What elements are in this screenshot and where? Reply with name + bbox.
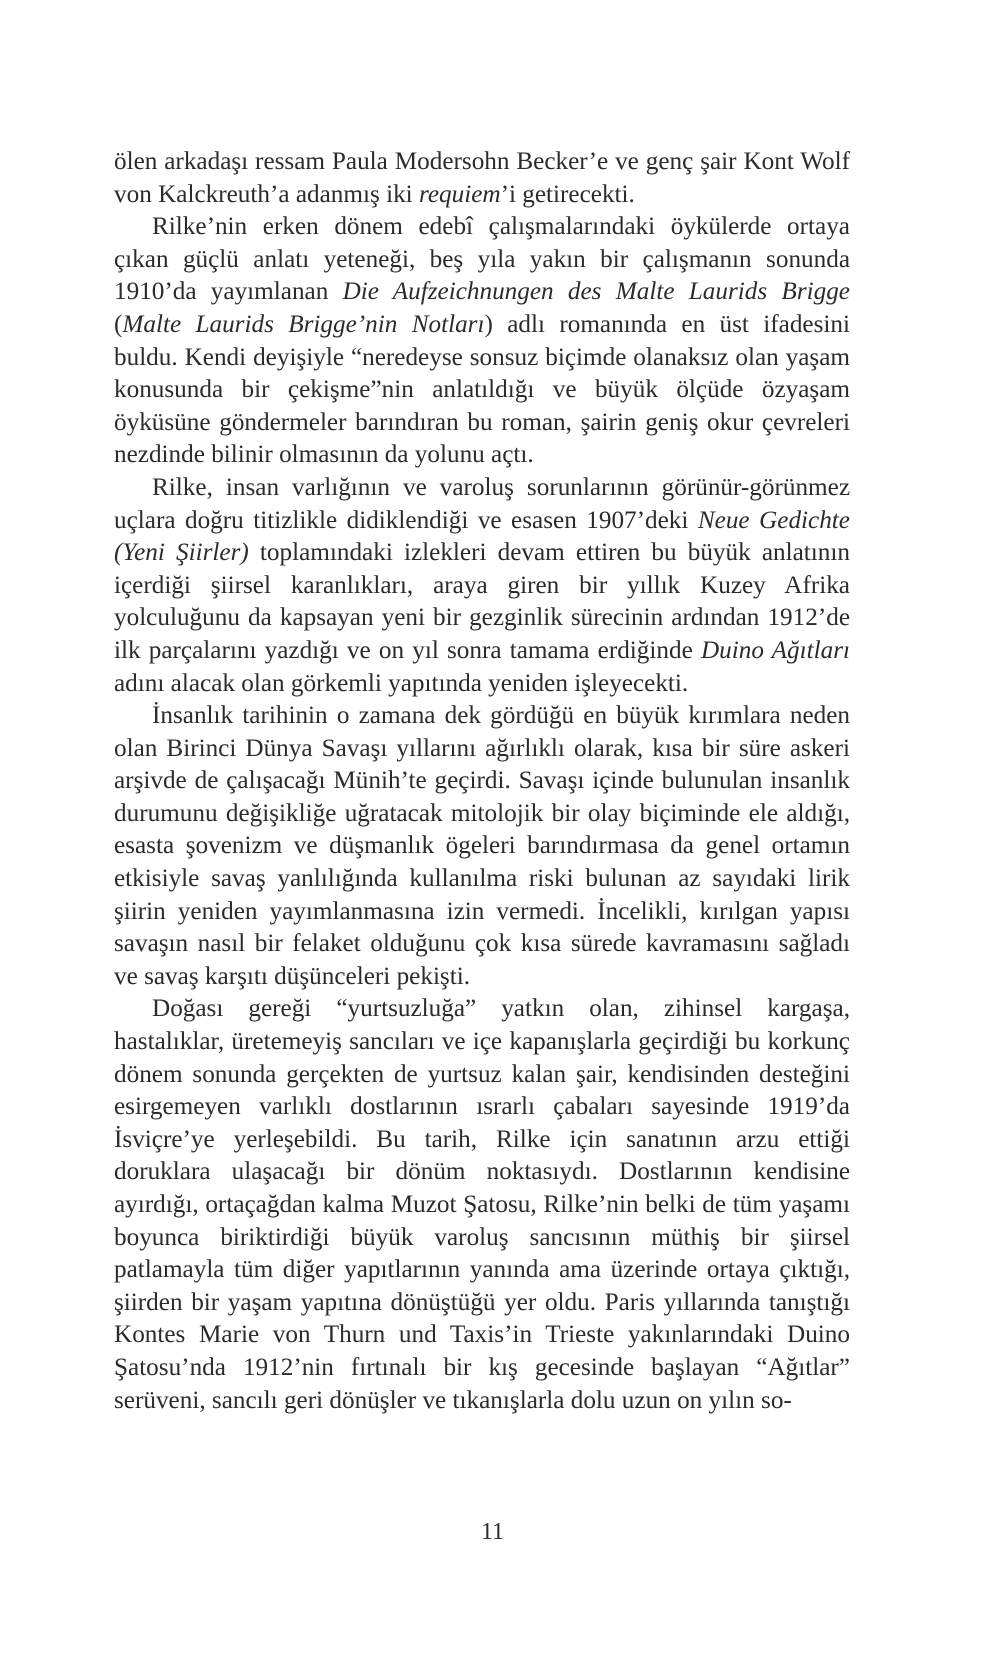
paragraph-2-text-2: ( <box>114 310 123 338</box>
paragraph-3-text-3: adını alacak olan görkemli yapıtında yeniden işleyecekti. <box>114 669 689 697</box>
page-number: 11 <box>480 1519 505 1545</box>
paragraph-3-text-1: Rilke, insan varlığının ve varoluş sorunlarının görünür-görünmez uçlara doğru titizlikle didiklendiği ve esasen 1907’deki <box>114 473 850 534</box>
paragraph-2 <box>114 211 850 472</box>
paragraph-2-text-3: ) adlı romanında en üst ifadesini buldu. Kendi deyişiyle “neredeyse sonsuz biçimde olanaksız olan yaşam konusunda bir çekişme”nin anlatıldığı ve büyük ölçüde özyaşam öyküsüne göndermeler barındıran bu roman, şairin geniş okur çevreleri nezdinde bilinir olmasının da yolunu açtı. <box>114 310 850 469</box>
paragraph-1-italic-requiem: requiem <box>418 180 501 208</box>
paragraph-2-italic-title-turkish: Malte Laurids Brigge’nin Notları <box>122 310 485 338</box>
paragraph-2-text-1: Rilke’nin erken dönem edebî çalışmalarındaki öykülerde ortaya çıkan güçlü anlatı yeteneği, beş yıla yakın bir çalışmanın sonunda 1910’da yayımlanan <box>114 213 850 306</box>
paragraph-3-italic-neue-gedichte: Neue Gedichte (Yeni Şiirler) <box>114 506 850 567</box>
paragraph-4-text-1: İnsanlık tarihinin o zamana dek gördüğü en büyük kırımlara neden olan Birinci Dünya Savaşı yıllarını ağırlıklı olarak, kısa bir süre askeri arşivde de çalışacağı Münih’te geçirdi. Savaşı içinde bulunulan insanlık durumunu değişikliğe uğratacak mitolojik bir olay biçiminde ele aldığı, esasta şovenizm ve düşmanlık ögeleri barındırmasa da genel ortamın etkisiyle savaş yanlılığında kullanılma riski bulunan az sayıdaki lirik şiirin yeniden yayımlanmasına izin vermedi. İncelikli, kırılgan yapısı savaşın nasıl bir felaket olduğunu çok kısa sürede kavramasını sağladı ve savaş karşıtı düşünceleri pekişti. <box>114 702 850 990</box>
paragraph-5 <box>114 993 850 1417</box>
page-body <box>114 146 850 1417</box>
paragraph-1-text-1: ölen arkadaşı ressam Paula Modersohn Becker’e ve genç şair Kont Wolf von Kalckreuth’a adanmış iki <box>114 148 850 208</box>
paragraph-1-text-2: ’i getirecekti. <box>500 180 635 208</box>
paragraph-5-text-1: Doğası gereği “yurtsuzluğa” yatkın olan, zihinsel kargaşa, hastalıklar, üretemeyiş sancıları ve içe kapanışlarla geçirdiği bu korkunç dönem sonunda gerçekten de yurtsuz kalan şair, kendisinden desteğini esirgemeyen varlıklı dostlarının ısrarlı çabaları sayesinde 1919’da İsviçre’ye yerleşebildi. Bu tarih, Rilke için sanatının arzu ettiği doruklara ulaşacağı bir dönüm noktasıydı. Dostlarının kendisine ayırdığı, ortaçağdan kalma Muzot Şatosu, Rilke’nin belki de tüm yaşamı boyunca biriktirdiği büyük varoluş sancısının müthiş bir şiirsel patlamayla tüm diğer yapıtlarının yanında ama üzerinde ortaya çıktığı, şiirden bir yaşam yapıtına dönüştüğü yer oldu. Paris yıllarında tanıştığı Kontes Marie von Thurn und Taxis’in Trieste yakınlarındaki Duino Şatosu’nda 1912’nin fırtınalı bir kış gecesinde başlayan “Ağıtlar” serüveni, sancılı geri dönüşler ve tıkanışlarla dolu uzun on yılın so- <box>114 995 850 1414</box>
paragraph-3-text-2: toplamındaki izlekleri devam ettiren bu büyük anlatının içerdiği şiirsel karanlıkları, araya giren bir yıllık Kuzey Afrika yolculuğunu da kapsayan yeni bir gezginlik sürecinin ardından 1912’de ilk parçalarını yazdığı ve on yıl sonra tamama erdiğinde <box>114 539 850 664</box>
paragraph-3-italic-duino: Duino Ağıtları <box>700 636 850 664</box>
paragraph-1 <box>114 146 850 211</box>
paragraph-3 <box>114 472 850 700</box>
paragraph-4 <box>114 700 850 993</box>
paragraph-2-italic-title-german: Die Aufzeichnungen des Malte Laurids Brigge <box>342 278 850 306</box>
